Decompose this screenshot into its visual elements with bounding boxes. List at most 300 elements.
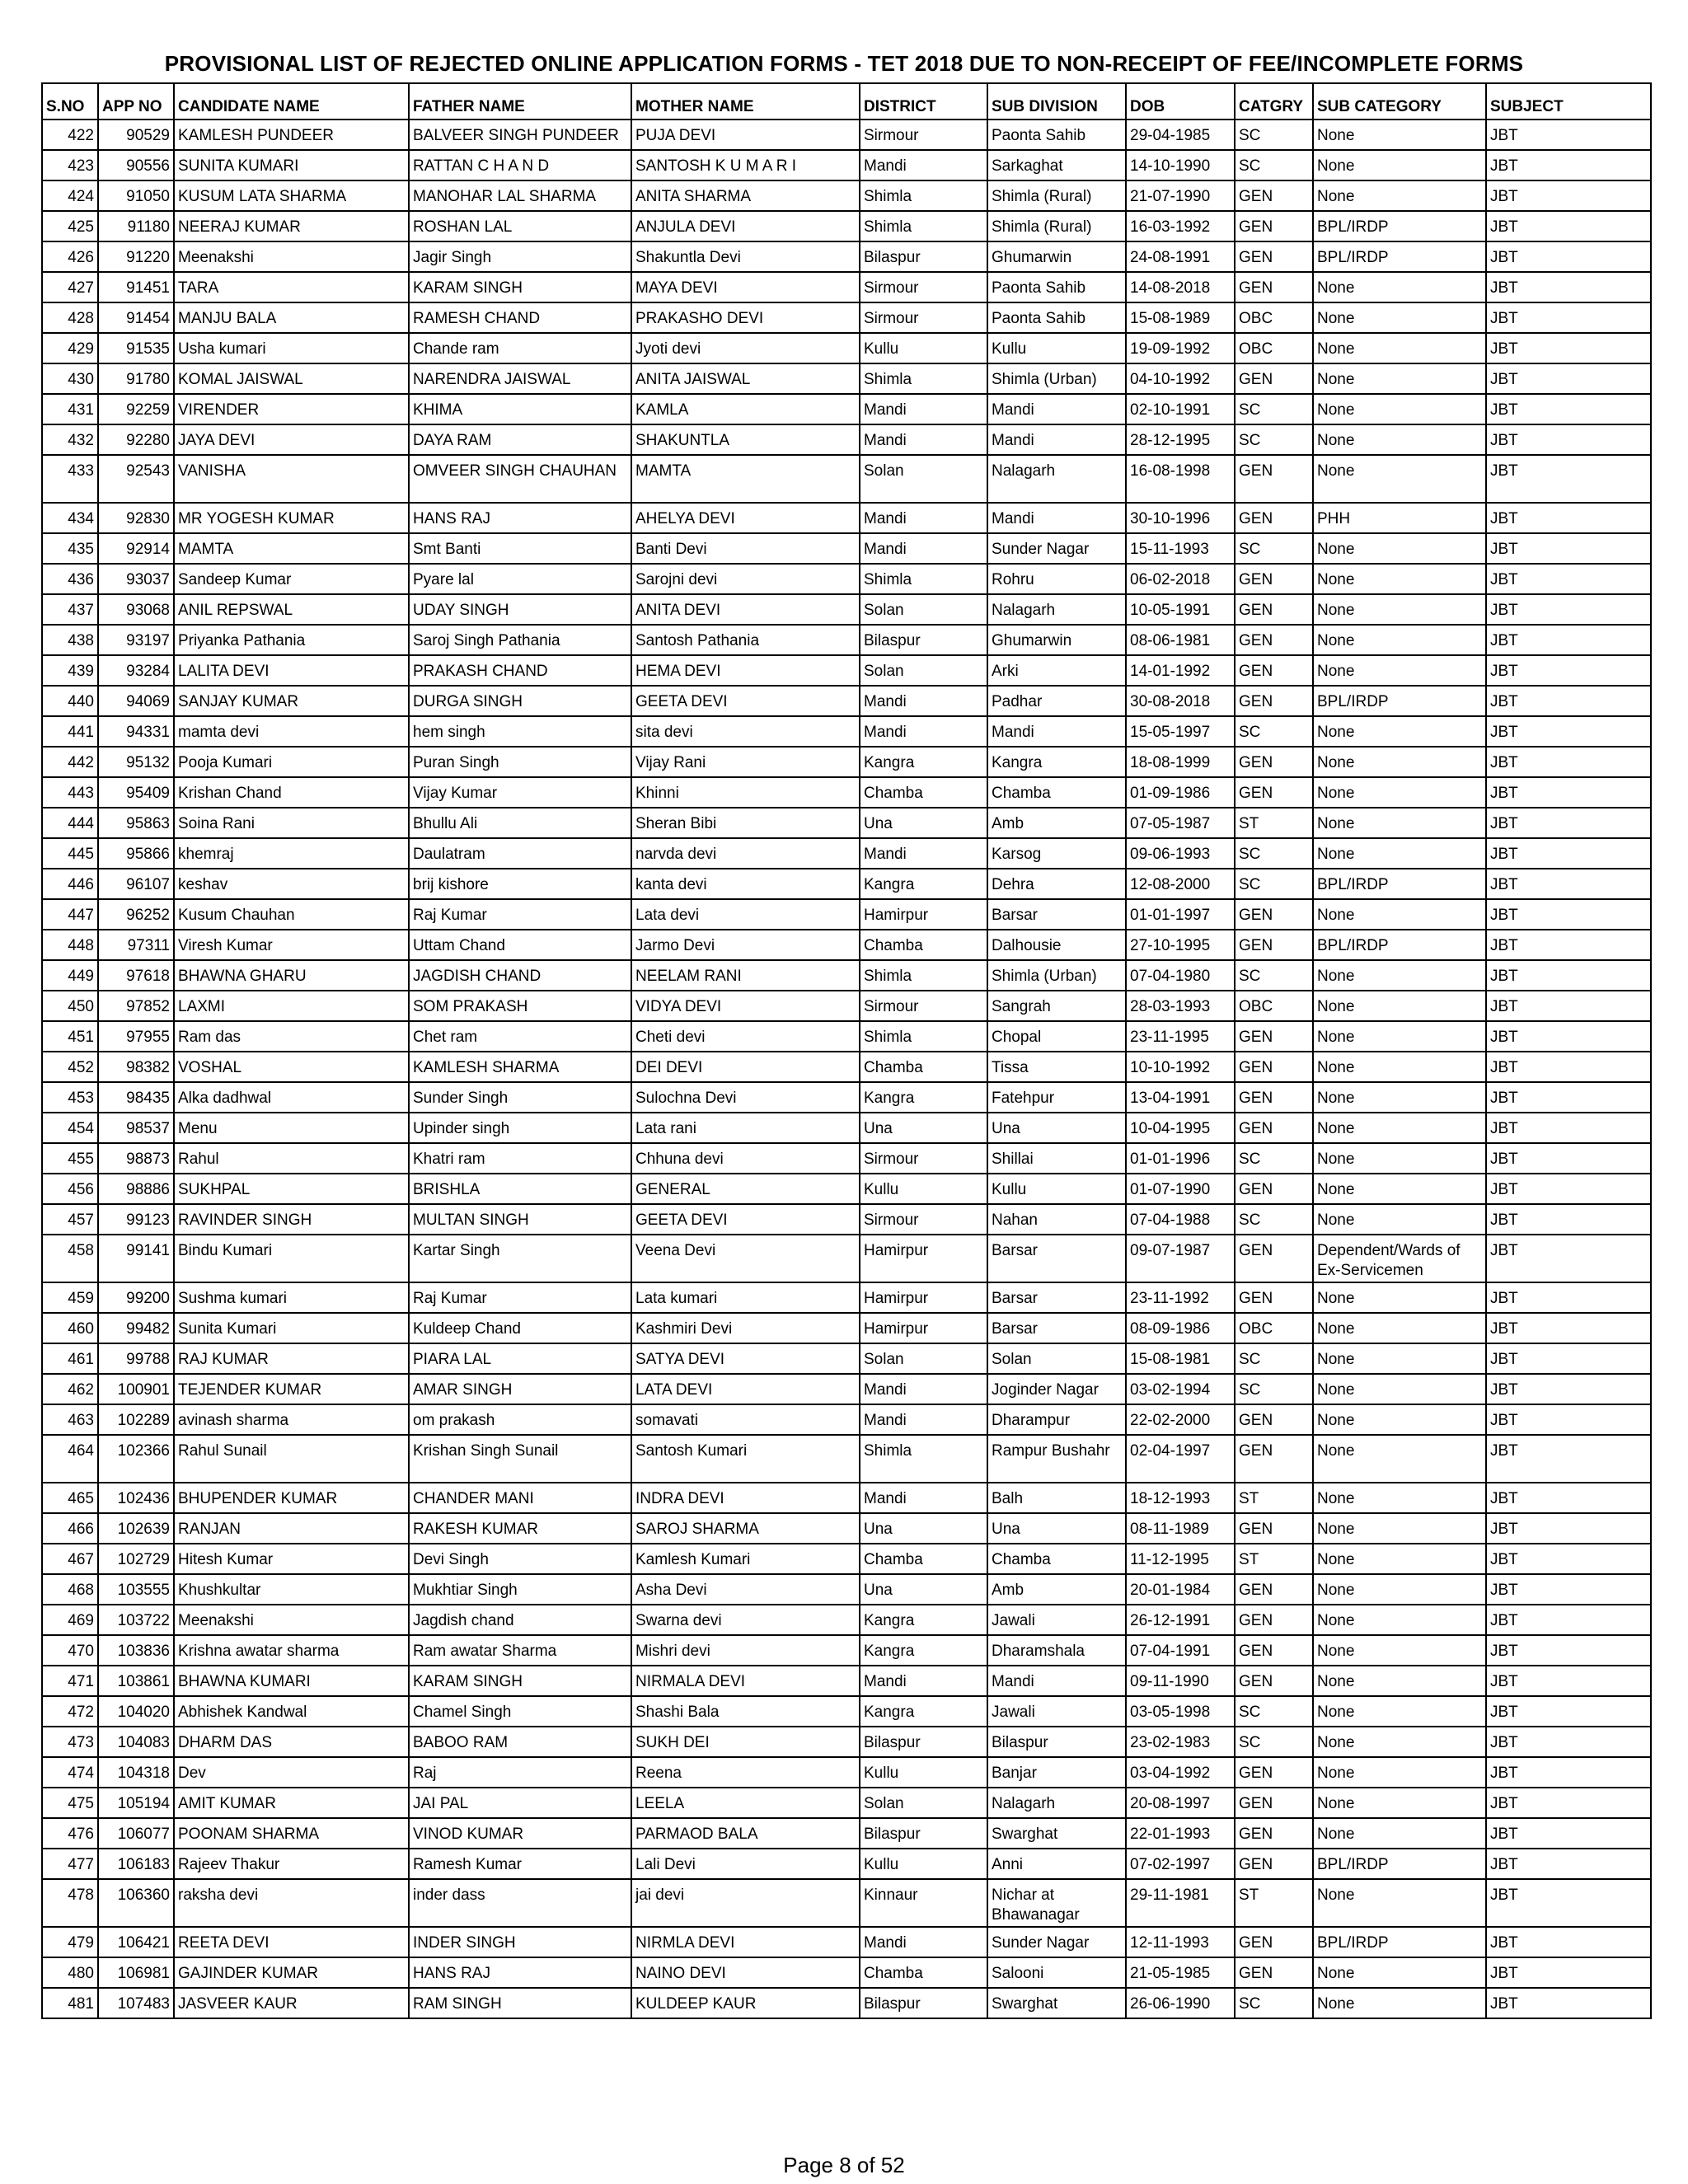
cell-district: Mandi (860, 394, 987, 424)
cell-subject: JBT (1486, 1204, 1651, 1235)
cell-sub-category: None (1313, 424, 1486, 455)
cell-app-no: 93037 (98, 564, 174, 594)
cell-candidate-name: SANJAY KUMAR (174, 686, 409, 716)
cell-district: Mandi (860, 424, 987, 455)
cell-sub-category: None (1313, 1404, 1486, 1435)
cell-category: SC (1235, 424, 1313, 455)
cell-district: Mandi (860, 716, 987, 747)
cell-sub-category: None (1313, 1174, 1486, 1204)
cell-sno: 476 (42, 1818, 98, 1849)
cell-sub-category: None (1313, 1957, 1486, 1988)
cell-sno: 445 (42, 838, 98, 869)
cell-sub-category: None (1313, 1727, 1486, 1757)
cell-sub-division: Sangrah (987, 991, 1126, 1021)
cell-sno: 474 (42, 1757, 98, 1788)
cell-category: SC (1235, 1143, 1313, 1174)
cell-subject: JBT (1486, 1879, 1651, 1927)
cell-candidate-name: BHUPENDER KUMAR (174, 1483, 409, 1513)
cell-sub-division: Banjar (987, 1757, 1126, 1788)
cell-sub-division: Jawali (987, 1605, 1126, 1635)
cell-category: GEN (1235, 1957, 1313, 1988)
cell-app-no: 103861 (98, 1666, 174, 1696)
cell-candidate-name: LAXMI (174, 991, 409, 1021)
cell-sub-division: Balh (987, 1483, 1126, 1513)
cell-candidate-name: RAVINDER SINGH (174, 1204, 409, 1235)
cell-mother-name: LATA DEVI (631, 1374, 860, 1404)
cell-mother-name: ANITA DEVI (631, 594, 860, 625)
cell-subject: JBT (1486, 655, 1651, 686)
cell-father-name: CHANDER MANI (409, 1483, 631, 1513)
cell-sub-category: None (1313, 1988, 1486, 2018)
cell-father-name: Khatri ram (409, 1143, 631, 1174)
cell-app-no: 102436 (98, 1483, 174, 1513)
cell-category: SC (1235, 1374, 1313, 1404)
table-row (42, 1513, 1651, 1544)
column-header-mother-name: MOTHER NAME (631, 83, 860, 120)
cell-mother-name: SANTOSH K U M A R I (631, 150, 860, 180)
cell-sub-category: Dependent/Wards of Ex-Servicemen (1313, 1235, 1486, 1282)
cell-sub-division: Dalhousie (987, 930, 1126, 960)
page-title: PROVISIONAL LIST OF REJECTED ONLINE APPLICATION FORMS - TET 2018 DUE TO NON-RECEIPT OF FEE/INCOMPLETE FORMS (164, 51, 1524, 76)
table-row (42, 1082, 1651, 1113)
cell-subject: JBT (1486, 533, 1651, 564)
cell-app-no: 102639 (98, 1513, 174, 1544)
cell-subject: JBT (1486, 503, 1651, 533)
cell-district: Bilaspur (860, 1727, 987, 1757)
table-row (42, 1204, 1651, 1235)
cell-district: Mandi (860, 1927, 987, 1957)
cell-sub-division: Chopal (987, 1021, 1126, 1052)
cell-sno: 437 (42, 594, 98, 625)
cell-dob: 08-09-1986 (1126, 1313, 1235, 1343)
cell-app-no: 95863 (98, 808, 174, 838)
cell-category: GEN (1235, 241, 1313, 272)
cell-candidate-name: RANJAN (174, 1513, 409, 1544)
table-row (42, 1282, 1651, 1313)
cell-sno: 458 (42, 1235, 98, 1282)
cell-candidate-name: Hitesh Kumar (174, 1544, 409, 1574)
cell-father-name: AMAR SINGH (409, 1374, 631, 1404)
cell-category: SC (1235, 1204, 1313, 1235)
cell-dob: 13-04-1991 (1126, 1082, 1235, 1113)
cell-district: Bilaspur (860, 241, 987, 272)
cell-dob: 07-04-1980 (1126, 960, 1235, 991)
cell-candidate-name: SUKHPAL (174, 1174, 409, 1204)
cell-category: OBC (1235, 302, 1313, 333)
cell-father-name: hem singh (409, 716, 631, 747)
cell-district: Bilaspur (860, 1818, 987, 1849)
cell-dob: 01-09-1986 (1126, 777, 1235, 808)
cell-father-name: Uttam Chand (409, 930, 631, 960)
cell-mother-name: Khinni (631, 777, 860, 808)
cell-mother-name: NIRMLA DEVI (631, 1927, 860, 1957)
cell-app-no: 102289 (98, 1404, 174, 1435)
cell-dob: 01-07-1990 (1126, 1174, 1235, 1204)
cell-father-name: DURGA SINGH (409, 686, 631, 716)
cell-app-no: 100901 (98, 1374, 174, 1404)
cell-father-name: DAYA RAM (409, 424, 631, 455)
cell-sno: 459 (42, 1282, 98, 1313)
cell-sub-division: Paonta Sahib (987, 120, 1126, 150)
cell-mother-name: Kashmiri Devi (631, 1313, 860, 1343)
cell-father-name: PIARA LAL (409, 1343, 631, 1374)
cell-father-name: RATTAN C H A N D (409, 150, 631, 180)
table-row (42, 180, 1651, 211)
table-row (42, 424, 1651, 455)
cell-district: Kullu (860, 1849, 987, 1879)
cell-subject: JBT (1486, 808, 1651, 838)
cell-mother-name: NAINO DEVI (631, 1957, 860, 1988)
cell-sno: 428 (42, 302, 98, 333)
cell-candidate-name: raksha devi (174, 1879, 409, 1927)
cell-candidate-name: Bindu Kumari (174, 1235, 409, 1282)
cell-category: SC (1235, 1343, 1313, 1374)
cell-category: ST (1235, 1544, 1313, 1574)
cell-subject: JBT (1486, 424, 1651, 455)
cell-dob: 20-01-1984 (1126, 1574, 1235, 1605)
cell-category: GEN (1235, 1513, 1313, 1544)
cell-mother-name: PARMAOD BALA (631, 1818, 860, 1849)
table-row (42, 1235, 1651, 1282)
cell-app-no: 102729 (98, 1544, 174, 1574)
cell-candidate-name: Krishan Chand (174, 777, 409, 808)
table-row (42, 1818, 1651, 1849)
cell-sub-division: Padhar (987, 686, 1126, 716)
cell-sno: 460 (42, 1313, 98, 1343)
cell-mother-name: sita devi (631, 716, 860, 747)
cell-sno: 475 (42, 1788, 98, 1818)
cell-app-no: 99200 (98, 1282, 174, 1313)
cell-app-no: 105194 (98, 1788, 174, 1818)
table-body (42, 120, 1651, 2018)
cell-candidate-name: KUSUM LATA SHARMA (174, 180, 409, 211)
cell-category: SC (1235, 960, 1313, 991)
table-row (42, 960, 1651, 991)
cell-district: Mandi (860, 1374, 987, 1404)
cell-sub-division: Sarkaghat (987, 150, 1126, 180)
cell-candidate-name: SUNITA KUMARI (174, 150, 409, 180)
cell-subject: JBT (1486, 1849, 1651, 1879)
cell-district: Kullu (860, 1757, 987, 1788)
cell-mother-name: MAMTA (631, 455, 860, 503)
cell-sub-division: Nichar at Bhawanagar (987, 1879, 1126, 1927)
table-row (42, 302, 1651, 333)
cell-app-no: 106360 (98, 1879, 174, 1927)
cell-sub-division: Jawali (987, 1696, 1126, 1727)
cell-sno: 465 (42, 1483, 98, 1513)
cell-district: Hamirpur (860, 1313, 987, 1343)
cell-sno: 439 (42, 655, 98, 686)
cell-district: Shimla (860, 180, 987, 211)
cell-sub-division: Kullu (987, 1174, 1126, 1204)
cell-candidate-name: Khushkultar (174, 1574, 409, 1605)
cell-mother-name: SUKH DEI (631, 1727, 860, 1757)
table-row (42, 1313, 1651, 1343)
cell-dob: 02-04-1997 (1126, 1435, 1235, 1483)
cell-mother-name: jai devi (631, 1879, 860, 1927)
cell-sub-division: Bilaspur (987, 1727, 1126, 1757)
cell-dob: 02-10-1991 (1126, 394, 1235, 424)
cell-category: GEN (1235, 747, 1313, 777)
cell-subject: JBT (1486, 1757, 1651, 1788)
cell-dob: 18-12-1993 (1126, 1483, 1235, 1513)
cell-sub-category: BPL/IRDP (1313, 930, 1486, 960)
cell-candidate-name: POONAM SHARMA (174, 1818, 409, 1849)
cell-sub-category: None (1313, 838, 1486, 869)
table-row (42, 1435, 1651, 1483)
cell-sub-category: None (1313, 1666, 1486, 1696)
cell-district: Una (860, 1513, 987, 1544)
cell-category: GEN (1235, 1574, 1313, 1605)
table-row (42, 211, 1651, 241)
cell-app-no: 94069 (98, 686, 174, 716)
cell-app-no: 91180 (98, 211, 174, 241)
cell-candidate-name: GAJINDER KUMAR (174, 1957, 409, 1988)
cell-candidate-name: LALITA DEVI (174, 655, 409, 686)
cell-candidate-name: JAYA DEVI (174, 424, 409, 455)
cell-district: Kullu (860, 333, 987, 363)
cell-sno: 473 (42, 1727, 98, 1757)
cell-sub-category: None (1313, 180, 1486, 211)
cell-category: GEN (1235, 1113, 1313, 1143)
cell-app-no: 91451 (98, 272, 174, 302)
cell-app-no: 91050 (98, 180, 174, 211)
cell-dob: 07-02-1997 (1126, 1849, 1235, 1879)
cell-category: SC (1235, 150, 1313, 180)
cell-mother-name: NEELAM RANI (631, 960, 860, 991)
cell-app-no: 91454 (98, 302, 174, 333)
table-row (42, 1052, 1651, 1082)
cell-district: Sirmour (860, 272, 987, 302)
table-row (42, 1574, 1651, 1605)
cell-mother-name: Lali Devi (631, 1849, 860, 1879)
cell-category: GEN (1235, 1757, 1313, 1788)
table-row (42, 777, 1651, 808)
cell-subject: JBT (1486, 1082, 1651, 1113)
cell-sub-division: Kullu (987, 333, 1126, 363)
cell-district: Solan (860, 1343, 987, 1374)
table-row (42, 533, 1651, 564)
cell-subject: JBT (1486, 716, 1651, 747)
cell-dob: 23-02-1983 (1126, 1727, 1235, 1757)
cell-mother-name: DEI DEVI (631, 1052, 860, 1082)
cell-mother-name: Reena (631, 1757, 860, 1788)
cell-district: Shimla (860, 960, 987, 991)
cell-sno: 436 (42, 564, 98, 594)
cell-subject: JBT (1486, 1483, 1651, 1513)
cell-district: Kangra (860, 1082, 987, 1113)
cell-father-name: KARAM SINGH (409, 272, 631, 302)
cell-district: Shimla (860, 363, 987, 394)
table-row (42, 272, 1651, 302)
cell-mother-name: KULDEEP KAUR (631, 1988, 860, 2018)
cell-sub-division: Ghumarwin (987, 241, 1126, 272)
cell-subject: JBT (1486, 899, 1651, 930)
cell-father-name: Mukhtiar Singh (409, 1574, 631, 1605)
cell-father-name: Devi Singh (409, 1544, 631, 1574)
cell-dob: 26-12-1991 (1126, 1605, 1235, 1635)
cell-category: GEN (1235, 594, 1313, 625)
cell-category: SC (1235, 869, 1313, 899)
cell-sno: 471 (42, 1666, 98, 1696)
cell-district: Solan (860, 655, 987, 686)
cell-category: SC (1235, 394, 1313, 424)
cell-category: SC (1235, 716, 1313, 747)
cell-candidate-name: Alka dadhwal (174, 1082, 409, 1113)
cell-dob: 07-05-1987 (1126, 808, 1235, 838)
cell-father-name: RAMESH CHAND (409, 302, 631, 333)
cell-app-no: 91220 (98, 241, 174, 272)
cell-father-name: Chande ram (409, 333, 631, 363)
cell-district: Kinnaur (860, 1879, 987, 1927)
cell-sno: 457 (42, 1204, 98, 1235)
cell-sno: 434 (42, 503, 98, 533)
cell-sno: 424 (42, 180, 98, 211)
cell-sub-category: None (1313, 1374, 1486, 1404)
cell-app-no: 98537 (98, 1113, 174, 1143)
cell-district: Hamirpur (860, 1282, 987, 1313)
cell-subject: JBT (1486, 1788, 1651, 1818)
column-header-dob: DOB (1126, 83, 1235, 120)
cell-sub-category: None (1313, 1204, 1486, 1235)
cell-dob: 28-03-1993 (1126, 991, 1235, 1021)
cell-sno: 461 (42, 1343, 98, 1374)
cell-father-name: INDER SINGH (409, 1927, 631, 1957)
cell-candidate-name: KOMAL JAISWAL (174, 363, 409, 394)
cell-dob: 15-05-1997 (1126, 716, 1235, 747)
cell-sub-division: Dharampur (987, 1404, 1126, 1435)
cell-district: Mandi (860, 533, 987, 564)
table-row (42, 1988, 1651, 2018)
cell-sub-category: BPL/IRDP (1313, 1849, 1486, 1879)
cell-sub-category: None (1313, 1483, 1486, 1513)
cell-sub-division: Sunder Nagar (987, 1927, 1126, 1957)
cell-father-name: HANS RAJ (409, 1957, 631, 1988)
cell-subject: JBT (1486, 1052, 1651, 1082)
cell-category: GEN (1235, 180, 1313, 211)
cell-sno: 440 (42, 686, 98, 716)
cell-sno: 429 (42, 333, 98, 363)
cell-father-name: OMVEER SINGH CHAUHAN (409, 455, 631, 503)
cell-sno: 466 (42, 1513, 98, 1544)
cell-app-no: 95409 (98, 777, 174, 808)
table-row (42, 991, 1651, 1021)
cell-app-no: 90529 (98, 120, 174, 150)
cell-dob: 23-11-1995 (1126, 1021, 1235, 1052)
cell-sub-division: Dharamshala (987, 1635, 1126, 1666)
cell-father-name: Upinder singh (409, 1113, 631, 1143)
cell-candidate-name: VANISHA (174, 455, 409, 503)
cell-sub-division: Paonta Sahib (987, 302, 1126, 333)
cell-district: Mandi (860, 686, 987, 716)
cell-subject: JBT (1486, 1174, 1651, 1204)
cell-father-name: Sunder Singh (409, 1082, 631, 1113)
cell-sub-division: Barsar (987, 899, 1126, 930)
table-row (42, 1635, 1651, 1666)
cell-category: GEN (1235, 1404, 1313, 1435)
cell-father-name: Kuldeep Chand (409, 1313, 631, 1343)
table-row (42, 150, 1651, 180)
column-header-district: DISTRICT (860, 83, 987, 120)
cell-sno: 425 (42, 211, 98, 241)
cell-sub-division: Barsar (987, 1313, 1126, 1343)
cell-candidate-name: keshav (174, 869, 409, 899)
cell-sub-category: None (1313, 1696, 1486, 1727)
cell-category: GEN (1235, 363, 1313, 394)
cell-app-no: 102366 (98, 1435, 174, 1483)
table-row (42, 1666, 1651, 1696)
table-row (42, 869, 1651, 899)
cell-mother-name: LEELA (631, 1788, 860, 1818)
cell-category: GEN (1235, 1605, 1313, 1635)
cell-sno: 426 (42, 241, 98, 272)
cell-father-name: Jagir Singh (409, 241, 631, 272)
table-row (42, 1021, 1651, 1052)
table-row (42, 838, 1651, 869)
rejected-applications-table (41, 82, 1652, 2019)
column-header-app-no: APP NO (98, 83, 174, 120)
table-row (42, 1879, 1651, 1927)
cell-dob: 12-11-1993 (1126, 1927, 1235, 1957)
cell-dob: 21-05-1985 (1126, 1957, 1235, 1988)
cell-sub-division: Salooni (987, 1957, 1126, 1988)
cell-mother-name: ANITA SHARMA (631, 180, 860, 211)
cell-sno: 432 (42, 424, 98, 455)
cell-mother-name: Asha Devi (631, 1574, 860, 1605)
cell-candidate-name: JASVEER KAUR (174, 1988, 409, 2018)
cell-dob: 10-05-1991 (1126, 594, 1235, 625)
cell-subject: JBT (1486, 1021, 1651, 1052)
cell-subject: JBT (1486, 211, 1651, 241)
cell-category: GEN (1235, 1282, 1313, 1313)
cell-app-no: 106981 (98, 1957, 174, 1988)
cell-candidate-name: Rahul Sunail (174, 1435, 409, 1483)
cell-sub-category: None (1313, 1113, 1486, 1143)
cell-sno: 447 (42, 899, 98, 930)
cell-sub-division: Ghumarwin (987, 625, 1126, 655)
cell-app-no: 103836 (98, 1635, 174, 1666)
cell-app-no: 98382 (98, 1052, 174, 1082)
table-row (42, 564, 1651, 594)
cell-sub-division: Mandi (987, 394, 1126, 424)
cell-sno: 480 (42, 1957, 98, 1988)
cell-district: Una (860, 1113, 987, 1143)
table-row (42, 120, 1651, 150)
cell-sub-category: None (1313, 1021, 1486, 1052)
cell-category: GEN (1235, 1082, 1313, 1113)
cell-mother-name: Lata kumari (631, 1282, 860, 1313)
cell-mother-name: Veena Devi (631, 1235, 860, 1282)
cell-app-no: 97955 (98, 1021, 174, 1052)
cell-app-no: 94331 (98, 716, 174, 747)
cell-district: Kangra (860, 1635, 987, 1666)
cell-candidate-name: mamta devi (174, 716, 409, 747)
table-row (42, 333, 1651, 363)
cell-sub-division: Amb (987, 1574, 1126, 1605)
cell-sub-category: BPL/IRDP (1313, 241, 1486, 272)
cell-category: GEN (1235, 899, 1313, 930)
cell-sub-division: Amb (987, 808, 1126, 838)
table-row (42, 930, 1651, 960)
cell-mother-name: Jarmo Devi (631, 930, 860, 960)
cell-father-name: Kartar Singh (409, 1235, 631, 1282)
cell-sub-division: Fatehpur (987, 1082, 1126, 1113)
cell-subject: JBT (1486, 1404, 1651, 1435)
cell-subject: JBT (1486, 777, 1651, 808)
cell-mother-name: SAROJ SHARMA (631, 1513, 860, 1544)
cell-dob: 27-10-1995 (1126, 930, 1235, 960)
cell-app-no: 99482 (98, 1313, 174, 1343)
